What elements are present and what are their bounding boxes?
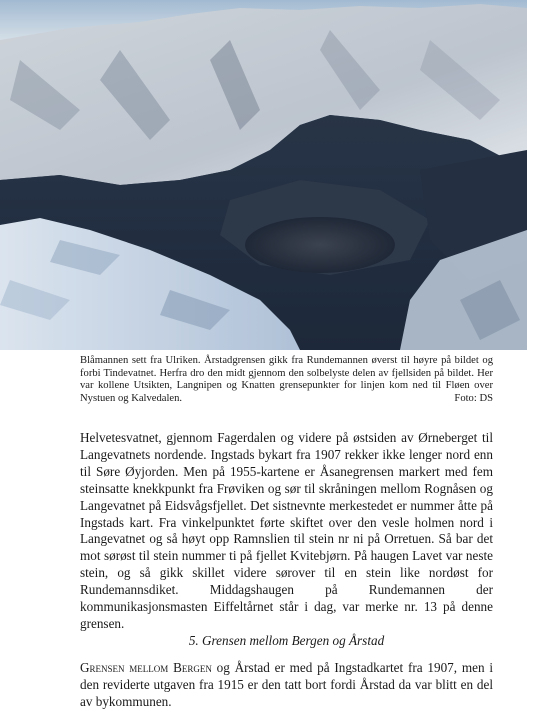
photo-caption xyxy=(80,355,493,405)
section-heading: 5. Grensen mellom Bergen og Årstad xyxy=(188,633,385,648)
body-paragraph-1: Helvetesvatnet, gjennom Fagerdalen og videre på østsiden av Ørneberget til Langevatnets nordende. Ingstads bykart fra 1907 rekker ikke lenger nord enn til Søre Øyjorden. Men på 1955-kartene er Åsanegrensen markert med fem steinsatte knekkpunkt fra Frøviken og sør til skråningen mellom Rognåsen og Langevatnet på Eidsvågsfjellet. Det sistnevnte merkestedet er nummer åtte på Ingstads kart. Fra vinkelpunktet førte skiftet over den vesle holmen nord i Langevatnet og så høyt opp Ramnslien til stein nr ni på Orretuen. Så bar det mot sørøst til stein nummer ti på fjellet Kvitebjørn. På haugen Lavet var neste stein, og så gikk skillet videre sørover til en stein like nordøst for Rundemannsdiket. Middagshaugen på Rundemannen der kommunikasjonsmasten Eiffeltårnet står i dag, var merke nr. 13 på denne grensen. xyxy=(80,430,493,631)
mountain-landscape-photo-icon xyxy=(0,0,527,350)
mountain-photo xyxy=(0,0,527,350)
caption-text: Blåmannen sett fra Ulriken. Årstadgrensen gikk fra Rundemannen øverst til høyre på bildet og forbi Tindevatnet. Herfra dro den midt gjennom den solbelyste delen av fjellsiden på bildet. Her var kollene Utsikten, Langnipen og Knatten grensepunkter for linjen kom ned til Fløen over Nystuen og Kalvedalen. xyxy=(80,355,493,404)
paragraph-2-text: og Årstad er med på Ingstadkartet fra 1907, men i den reviderte utgaven fra 1915 er den tatt bort fordi Årstad da var blitt en del av bykommunen. xyxy=(80,660,493,709)
photo-credit: Foto: DS xyxy=(454,392,493,404)
body-paragraph-2 xyxy=(80,659,493,710)
paragraph-lead: Grensen mellom Bergen xyxy=(80,660,212,675)
